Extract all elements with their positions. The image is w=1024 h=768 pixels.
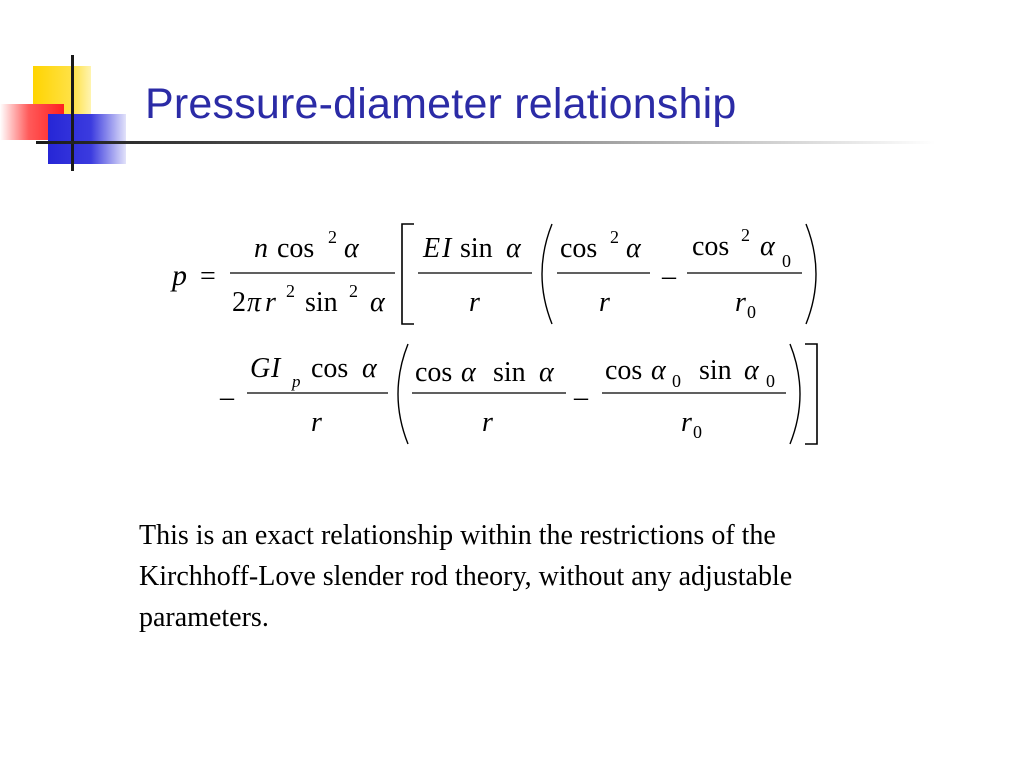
eq-pi: π (247, 287, 262, 318)
eq-right-paren-2 (790, 344, 800, 444)
eq-zero-2: 0 (747, 302, 756, 322)
eq-sin-3: sin (493, 357, 526, 388)
logo-blue-square (48, 114, 126, 164)
eq-alpha-7: α (461, 357, 476, 388)
eq-alpha-2: α (370, 287, 385, 318)
eq-cos-5: cos (415, 357, 453, 388)
eq-sq-2: 2 (286, 281, 295, 301)
eq-alpha-9: α (651, 355, 666, 386)
eq-n: n (254, 233, 268, 264)
eq-zero-5: 0 (693, 422, 702, 442)
eq-r-2: r (469, 287, 480, 318)
eq-sq-3: 2 (349, 281, 358, 301)
eq-alpha-10: α (744, 355, 759, 386)
eq-alpha-6: α (362, 353, 377, 384)
eq-zero-4: 0 (766, 371, 775, 391)
eq-sin-2: sin (460, 233, 493, 264)
eq-zero-1: 0 (782, 251, 791, 271)
eq-zero-3: 0 (672, 371, 681, 391)
eq-cos-2: cos (560, 233, 598, 264)
slide-title: Pressure-diameter relationship (145, 80, 737, 128)
eq-cos-3: cos (692, 231, 730, 262)
eq-sin-1: sin (305, 287, 338, 318)
eq-p: p (172, 259, 187, 292)
title-underline (36, 141, 936, 144)
eq-E: E (423, 233, 441, 264)
pressure-diameter-equation (150, 210, 870, 460)
eq-I-1: I (442, 233, 452, 264)
eq-r-6: r (482, 407, 493, 438)
eq-alpha-4: α (626, 233, 641, 264)
eq-r-4: r (735, 287, 746, 318)
eq-right-paren-1 (806, 224, 816, 324)
corner-logo (0, 0, 140, 180)
eq-r-3: r (599, 287, 610, 318)
eq-alpha-5: α (760, 231, 775, 262)
eq-minus-2: – (220, 382, 234, 413)
eq-right-bracket (805, 344, 817, 444)
eq-r-5: r (311, 407, 322, 438)
eq-left-bracket (402, 224, 414, 324)
body-paragraph: This is an exact relationship within the restrictions of the Kirchhoff-Love slender rod theory, without any adjustable parameters. (139, 520, 793, 633)
eq-r-7: r (681, 407, 692, 438)
eq-I-2: I (271, 353, 281, 384)
eq-r-1: r (265, 287, 276, 318)
eq-left-paren-2 (398, 344, 408, 444)
eq-alpha-8: α (539, 357, 554, 388)
eq-G: G (250, 353, 271, 384)
eq-minus-1: – (662, 261, 676, 292)
eq-cos-4: cos (311, 353, 349, 384)
eq-two: 2 (232, 287, 246, 318)
eq-alpha-3: α (506, 233, 521, 264)
equation-svg (150, 210, 870, 460)
eq-left-paren-1 (542, 224, 552, 324)
eq-psub: p (292, 372, 301, 391)
logo-vertical-line (71, 55, 74, 171)
eq-sq-1: 2 (328, 227, 337, 247)
eq-sin-4: sin (699, 355, 732, 386)
eq-sq-5: 2 (741, 225, 750, 245)
eq-alpha-1: α (344, 233, 359, 264)
eq-minus-3: – (574, 382, 588, 413)
eq-cos-1: cos (277, 233, 315, 264)
eq-cos-6: cos (605, 355, 643, 386)
eq-sq-4: 2 (610, 227, 619, 247)
eq-equals: = (200, 261, 216, 292)
